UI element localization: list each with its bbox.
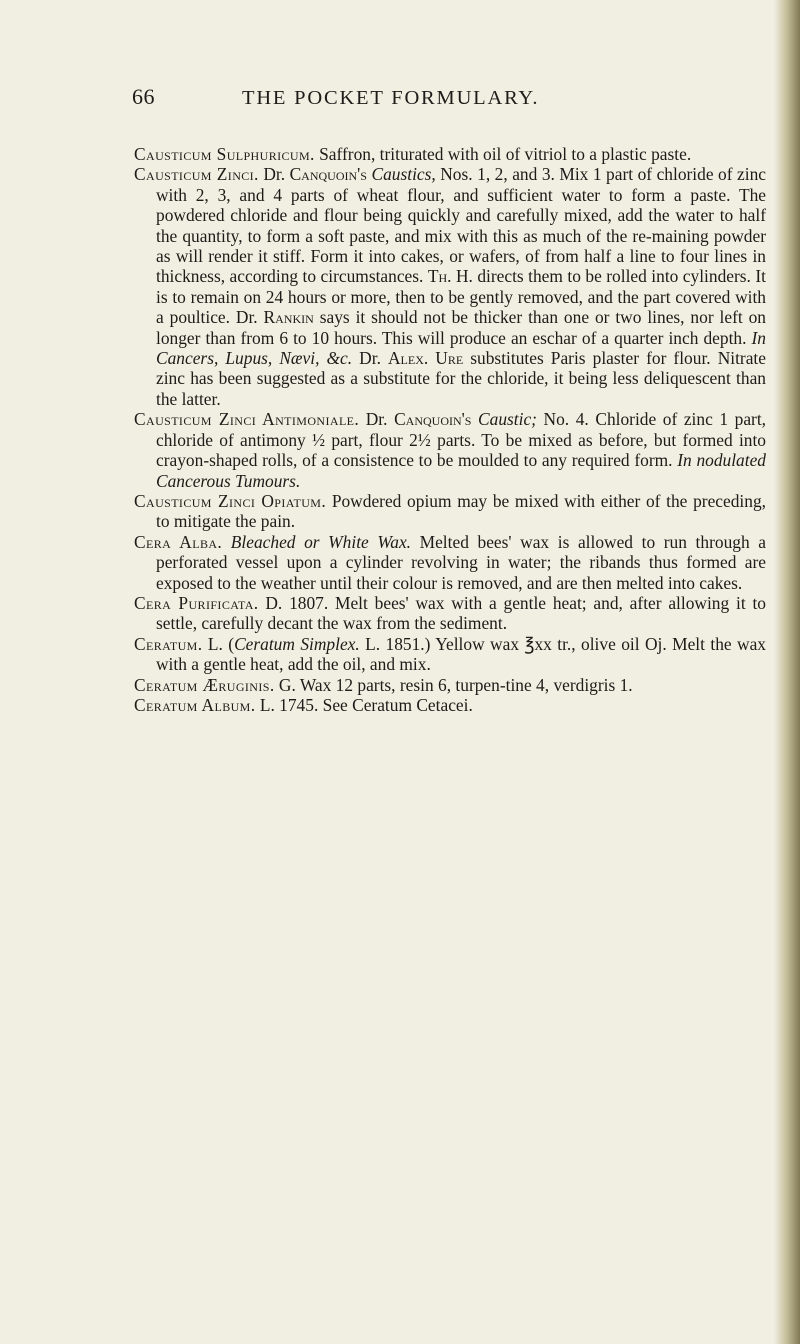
entry-ceratum-album: Ceratum Album. L. 1745. See Ceratum Cetacei.	[134, 694, 473, 715]
entry-causticum-zinci: Causticum Zinci. Dr. Canquoin's Caustics, Nos. 1, 2, and 3. Mix 1 part of chloride of zinc with 2, 3, and 4 parts of wheat flour, and sufficient water to form a paste. The powdered chloride and flour being quickly and carefully mixed, add the water to half the quantity, to form a soft paste, and mix with this as much of the re-maining powder as will render it stiff. Form it into cakes, or wafers, of from half a line to four lines in thickness, according to circumstances. Th. H. directs them to be rolled into cylinders. It is to remain on 24 hours or more, then to be gently removed, and the part covered with a poultice. Dr. Rankin says it should not be thicker than one or two lines, nor left on longer than from 6 to 10 hours. This will produce an eschar of a quarter inch depth. In Cancers, Lupus, Nævi, &c. Dr. Alex. Ure substitutes Paris plaster for flour. Nitrate zinc has been suggested as a substitute for the chloride, it being less deliquescent than the latter.	[134, 164, 767, 409]
author-name: Canquoin's	[289, 164, 367, 185]
entry-headword: Cera Purificata.	[134, 592, 259, 613]
entry-causticum-sulphuricum: Causticum Sulphuricum. Saffron, triturated with oil of vitriol to a plastic paste.	[134, 144, 692, 164]
entry-headword: Causticum Zinci Opiatum.	[134, 490, 327, 511]
entry-headword: Ceratum Æruginis.	[134, 674, 275, 695]
author-name: Rankin	[263, 307, 314, 328]
entry-headword: Cera Alba.	[134, 531, 223, 552]
author-name: Alex. Ure	[388, 348, 464, 369]
indication: In Cancers, Lupus, Nævi, &c.	[156, 327, 766, 369]
entry-ceratum: Ceratum. L. (Ceratum Simplex. L. 1851.) Yellow wax ℥xx tr., olive oil Oj. Melt the wax with a gentle heat, add the oil, and mix.	[134, 633, 766, 675]
entry-headword: Causticum Zinci Antimoniale.	[134, 409, 360, 430]
entry-cera-alba: Cera Alba. Bleached or White Wax. Melted bees' wax is allowed to run through a perforated vessel upon a cylinder revolving in water; the ribands thus formed are exposed to the weather until their colour is removed, and are then melted into cakes.	[134, 531, 766, 593]
page-number: 66	[132, 84, 155, 109]
entry-headword: Causticum Zinci.	[134, 164, 259, 185]
entry-headword: Ceratum Album.	[134, 694, 256, 715]
author-name: Canquoin's	[394, 409, 472, 430]
entry-causticum-zinci-opiatum: Causticum Zinci Opiatum. Powdered opium may be mixed with either of the preceding, to mitigate the pain.	[134, 490, 766, 532]
entry-cera-purificata: Cera Purificata. D. 1807. Melt bees' wax with a gentle heat; and, after allowing it to settle, carefully decant the wax from the sediment.	[134, 592, 767, 634]
indication: In nodulated Cancerous Tumours.	[156, 450, 766, 491]
entry-headword: Ceratum.	[134, 633, 203, 654]
page-edge-shadow	[774, 0, 800, 1344]
entry-causticum-zinci-antimoniale: Causticum Zinci Antimoniale. Dr. Canquoin's Caustic; No. 4. Chloride of zinc 1 part, chloride of antimony ½ part, flour 2½ parts. To be mixed as before, but formed into crayon-shaped rolls, of a consistence to be moulded to any required form. In nodulated Cancerous Tumours.	[134, 409, 767, 491]
running-head: THE POCKET FORMULARY.	[242, 87, 540, 109]
entry-headword: Causticum Sulphuricum.	[134, 144, 315, 164]
formulary-text	[134, 144, 766, 715]
author-name: Th. H.	[427, 266, 473, 287]
entry-ceratum-aeruginis: Ceratum Æruginis. G. Wax 12 parts, resin 6, turpen-tine 4, verdigris 1.	[134, 674, 633, 695]
